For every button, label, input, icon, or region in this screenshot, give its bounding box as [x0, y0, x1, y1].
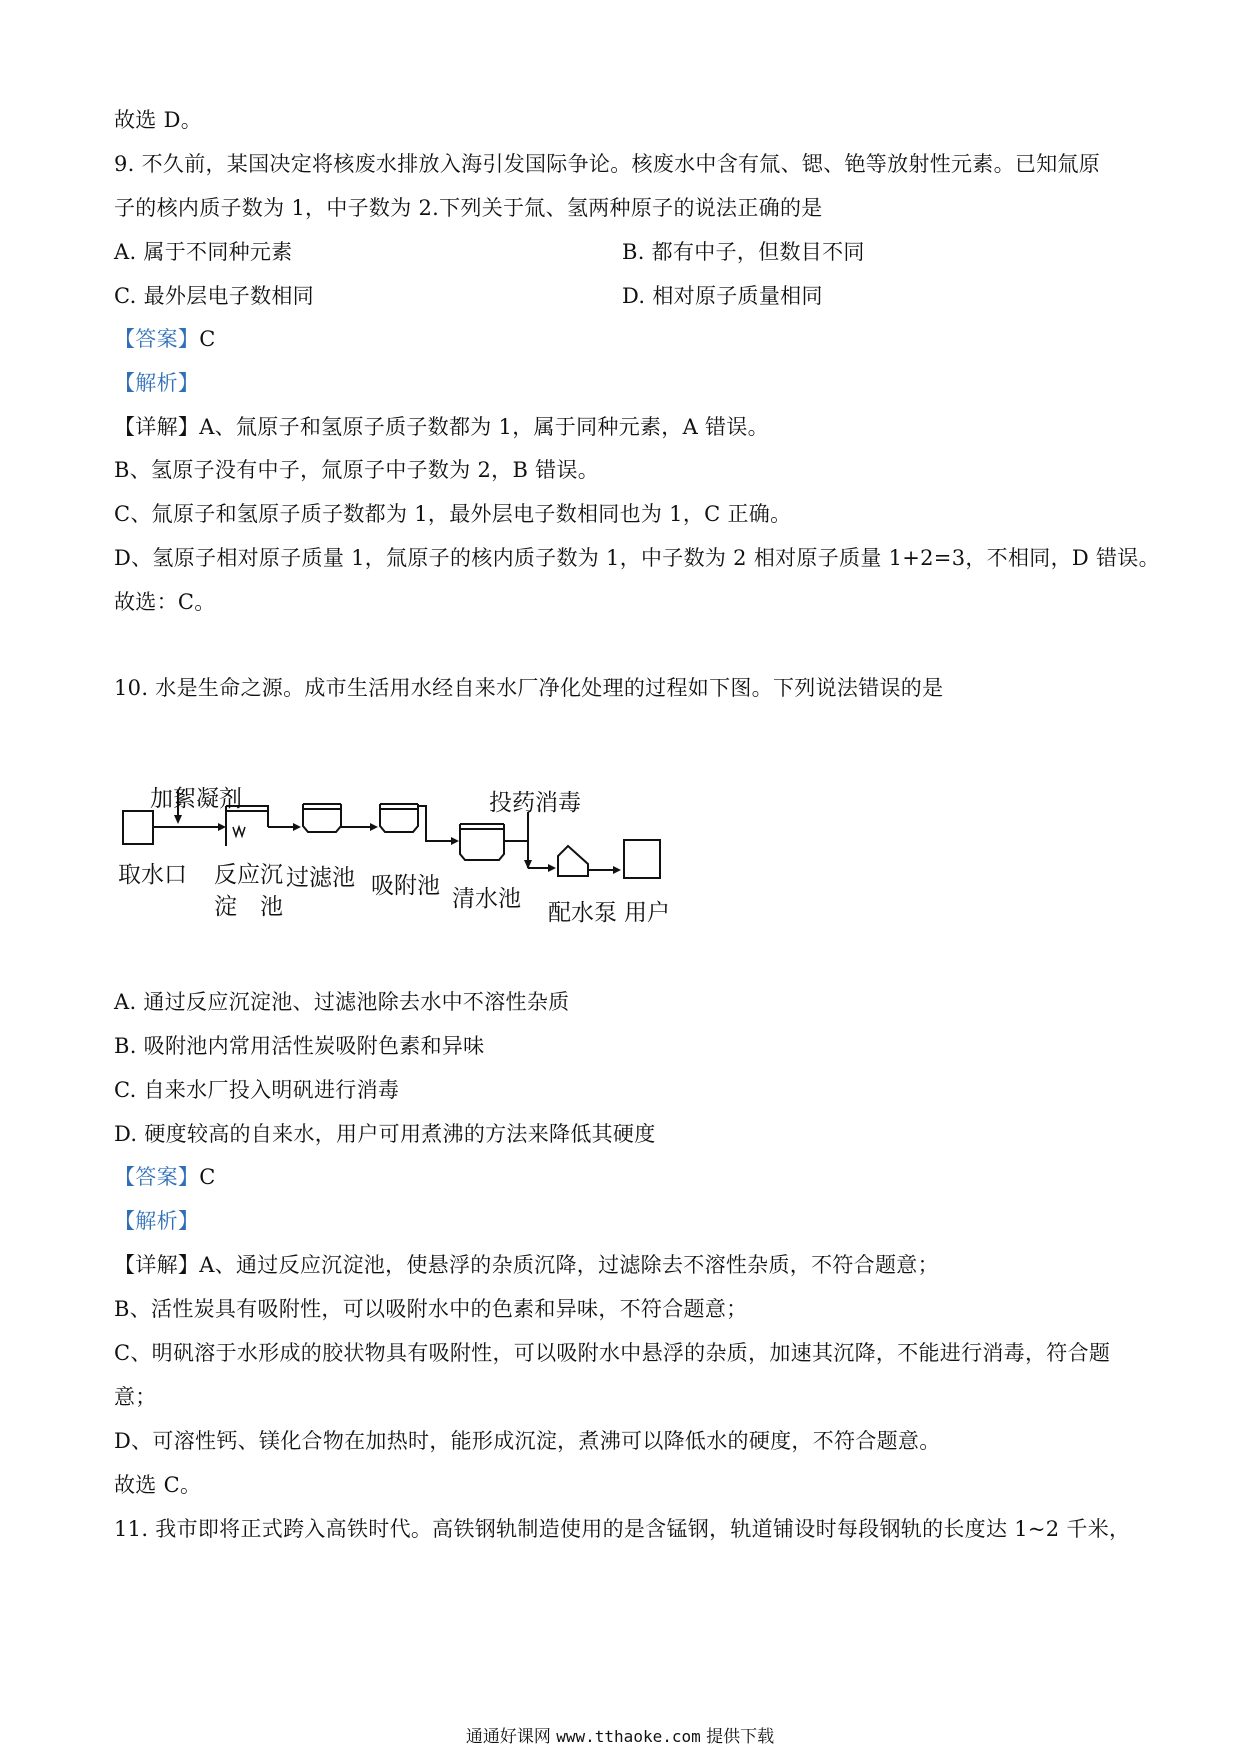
label-disinfect: 投药消毒: [489, 790, 581, 816]
question-9-option-b: B. 都有中子，但数目不同: [622, 240, 865, 264]
question-10-detail-line-3: C、明矾溶于水形成的胶状物具有吸附性，可以吸附水中悬浮的杂质，加速其沉降，不能进行消毒，符合题: [114, 1341, 1111, 1365]
label-pump: 配水泵: [548, 900, 617, 926]
question-10-detail-line-4: 意；: [114, 1385, 157, 1409]
detail-tag: 【详解】: [114, 415, 200, 439]
question-9-stem-line-2: 子的核内质子数为 1，中子数为 2.下列关于氚、氢两种原子的说法正确的是: [114, 196, 823, 220]
question-10-option-d: D. 硬度较高的自来水，用户可用煮沸的方法来降低其硬度: [114, 1122, 656, 1146]
settling-tank: [226, 806, 268, 846]
question-10-stem: 10. 水是生命之源。成市生活用水经自来水厂净化处理的过程如下图。下列说法错误的是: [114, 676, 944, 700]
question-10-detail-line-2: B、活性炭具有吸附性，可以吸附水中的色素和异味，不符合题意；: [114, 1297, 748, 1321]
label-adsorb: 吸附池: [371, 873, 440, 899]
label-clear: 清水池: [452, 886, 521, 912]
question-10-selection: 故选 C。: [114, 1473, 202, 1497]
label-settle-2: 淀 池: [214, 894, 283, 920]
question-9-detail-line-1: [114, 413, 769, 441]
answer-tag: 【答案】: [114, 327, 200, 351]
detail-text: A、氚原子和氢原子质子数都为 1，属于同种元素，A 错误。: [199, 415, 769, 439]
question-10-option-b: B. 吸附池内常用活性炭吸附色素和异味: [114, 1034, 485, 1058]
detail-text: A、通过反应沉淀池，使悬浮的杂质沉降，过滤除去不溶性杂质，不符合题意；: [199, 1253, 939, 1277]
question-10-answer: [114, 1163, 216, 1191]
detail-tag: 【详解】: [114, 1253, 200, 1277]
question-9-answer: [114, 325, 216, 353]
previous-answer-conclusion: 故选 D。: [114, 108, 203, 132]
question-10-option-a: A. 通过反应沉淀池、过滤池除去水中不溶性杂质: [114, 990, 570, 1014]
footer-url[interactable]: www.tthaoke.com: [556, 1727, 701, 1746]
footer-site: 通通好课网: [465, 1727, 551, 1747]
question-9-option-d: D. 相对原子质量相同: [622, 284, 823, 308]
label-coagulant: 加絮凝剂: [150, 786, 242, 812]
question-11-stem-line-1: 11. 我市即将正式跨入高铁时代。高铁钢轨制造使用的是含锰钢，轨道铺设时每段钢轨的长度达 1~2 千米，: [114, 1517, 1131, 1541]
pump: [558, 846, 588, 876]
question-9-detail-line-3: C、氚原子和氢原子质子数都为 1，最外层电子数相同也为 1，C 正确。: [114, 502, 792, 526]
footer-tail: 提供下载: [706, 1727, 775, 1747]
question-9-detail-line-2: B、氢原子没有中子，氚原子中子数为 2，B 错误。: [114, 458, 600, 482]
analysis-tag: 【解析】: [114, 371, 200, 395]
clear-water-tank: [460, 824, 504, 860]
question-9-stem-line-1: 9. 不久前，某国决定将核废水排放入海引发国际争论。核废水中含有氚、锶、铯等放射性元素。已知氚原: [114, 152, 1101, 176]
adsorption-tank: [380, 804, 418, 832]
answer-value: C: [199, 1165, 216, 1189]
question-9-selection: 故选：C。: [114, 590, 216, 614]
analysis-tag: 【解析】: [114, 1209, 200, 1233]
label-settle-1: 反应沉: [214, 862, 283, 888]
question-10-analysis-heading: [114, 1207, 199, 1235]
user-box: [624, 840, 660, 878]
question-10-detail-line-1: [114, 1251, 939, 1279]
question-9-detail-line-4: D、氢原子相对原子质量 1，氚原子的核内质子数为 1，中子数为 2 相对原子质量 1+2=3，不相同，D 错误。: [114, 546, 1160, 570]
label-intake: 取水口: [118, 862, 187, 888]
filter-tank: [303, 804, 341, 832]
label-filter: 过滤池: [286, 865, 355, 891]
question-10-option-c: C. 自来水厂投入明矾进行消毒: [114, 1078, 400, 1102]
intake-box: [123, 811, 153, 844]
question-9-option-a: A. 属于不同种元素: [114, 240, 293, 264]
question-10-detail-line-5: D、可溶性钙、镁化合物在加热时，能形成沉淀，煮沸可以降低水的硬度，不符合题意。: [114, 1429, 941, 1453]
water-purification-diagram: [118, 784, 758, 954]
page-footer: [0, 1726, 1240, 1748]
answer-tag: 【答案】: [114, 1165, 200, 1189]
question-9-analysis-heading: [114, 369, 199, 397]
label-user: 用户: [624, 900, 670, 926]
question-9-option-c: C. 最外层电子数相同: [114, 284, 314, 308]
answer-value: C: [199, 327, 216, 351]
